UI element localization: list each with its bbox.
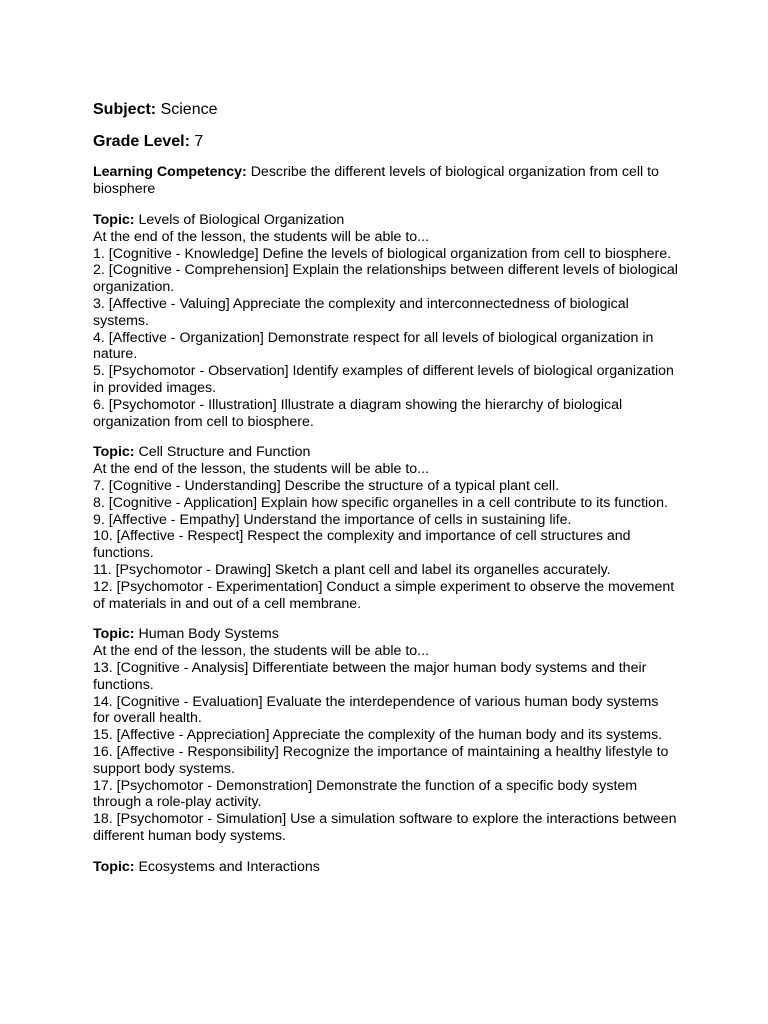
topic-section — [93, 626, 678, 844]
topic-title: Human Body Systems — [138, 626, 279, 643]
topic-intro: At the end of the lesson, the students will be able to... — [93, 461, 429, 478]
objective-item: 12. [Psychomotor - Experimentation] Conduct a simple experiment to observe the movement of materials in and out of a cell membrane. — [93, 578, 675, 612]
objective-item: 4. [Affective - Organization] Demonstrate respect for all levels of biological organization in nature. — [93, 329, 654, 363]
subject-line — [93, 100, 678, 120]
objective-item: 7. [Cognitive - Understanding] Describe the structure of a typical plant cell. — [93, 477, 560, 494]
topic-sections — [93, 212, 678, 875]
topic-intro: At the end of the lesson, the students will be able to... — [93, 228, 429, 245]
grade-level-value: 7 — [194, 133, 204, 150]
objective-item: 11. [Psychomotor - Drawing] Sketch a plant cell and label its organelles accurately. — [93, 561, 611, 578]
topic-title: Cell Structure and Function — [138, 444, 311, 461]
topic-section — [93, 444, 678, 612]
objective-item: 1. [Cognitive - Knowledge] Define the levels of biological organization from cell to biosphere. — [93, 245, 672, 262]
topic-label: Topic: — [93, 858, 135, 875]
topic-heading — [93, 859, 678, 876]
objective-item: 18. [Psychomotor - Simulation] Use a simulation software to explore the interactions between different human body systems. — [93, 811, 677, 844]
topic-label: Topic: — [93, 212, 135, 228]
topic-section — [93, 212, 678, 430]
objective-item: 9. [Affective - Empathy] Understand the importance of cells in sustaining life. — [93, 511, 572, 528]
topic-heading — [93, 212, 678, 229]
grade-level-line — [93, 132, 678, 152]
subject-value: Science — [160, 101, 218, 118]
learning-competency-label: Learning Competency: — [93, 164, 247, 180]
objective-item: 6. [Psychomotor - Illustration] Illustrate a diagram showing the hierarchy of biological organization from cell to biosphere. — [93, 396, 623, 430]
subject-label: Subject: — [93, 101, 157, 118]
learning-competency — [93, 164, 678, 198]
objective-item: 5. [Psychomotor - Observation] Identify examples of different levels of biological organization in provided images. — [93, 363, 674, 396]
topic-label: Topic: — [93, 626, 135, 643]
objective-item: 16. [Affective - Responsibility] Recognize the importance of maintaining a healthy lifestyle to support body systems. — [93, 743, 669, 777]
objective-item: 3. [Affective - Valuing] Appreciate the complexity and interconnectedness of biological systems. — [93, 295, 629, 329]
document-page — [93, 100, 678, 889]
topic-title: Ecosystems and Interactions — [138, 858, 320, 875]
objective-item: 14. [Cognitive - Evaluation] Evaluate the interdependence of various human body systems for overall health. — [93, 693, 659, 727]
objective-item: 13. [Cognitive - Analysis] Differentiate between the major human body systems and their functions. — [93, 659, 647, 693]
learning-competency-value: Describe the different levels of biological organization from cell to biosphere — [93, 164, 659, 197]
topic-heading — [93, 444, 678, 461]
objective-item: 15. [Affective - Appreciation] Appreciate the complexity of the human body and its systems. — [93, 727, 663, 744]
topic-label: Topic: — [93, 444, 135, 461]
topic-section — [93, 859, 678, 876]
objective-item: 10. [Affective - Respect] Respect the complexity and importance of cell structures and functions. — [93, 528, 631, 562]
topic-title: Levels of Biological Organization — [138, 212, 345, 228]
objective-item: 8. [Cognitive - Application] Explain how specific organelles in a cell contribute to its function. — [93, 494, 668, 511]
objective-item: 17. [Psychomotor - Demonstration] Demonstrate the function of a specific body system through a role-play activity. — [93, 777, 638, 811]
topic-intro: At the end of the lesson, the students will be able to... — [93, 643, 429, 660]
topic-heading — [93, 626, 678, 643]
objective-item: 2. [Cognitive - Comprehension] Explain the relationships between different levels of biological organization. — [93, 262, 678, 296]
grade-level-label: Grade Level: — [93, 133, 190, 150]
